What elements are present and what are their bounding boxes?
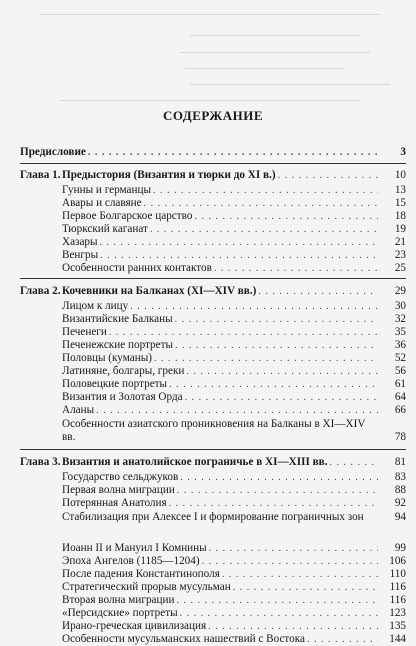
toc-entry-page: 15 bbox=[394, 197, 406, 209]
divider bbox=[20, 278, 406, 279]
toc-entry-page: 92 bbox=[394, 497, 406, 509]
toc-entry bbox=[62, 223, 406, 236]
toc-entry bbox=[62, 197, 406, 210]
toc-entry-label: Особенности азиатского проникновения на Балканы в XI—XIV вв. bbox=[62, 418, 366, 443]
chapter-title: Византия и анатолийское пограничье в XI—XIII вв. bbox=[62, 456, 328, 468]
toc-entry-page: 144 bbox=[389, 633, 406, 645]
toc-entry bbox=[62, 594, 406, 607]
toc-entry-label: Первая волна миграции bbox=[62, 484, 175, 496]
toc-entry-page: 13 bbox=[394, 184, 406, 196]
leader-dots bbox=[180, 471, 378, 484]
leader-dots bbox=[194, 210, 378, 223]
leader-dots bbox=[208, 620, 378, 633]
toc-entry-page: 66 bbox=[394, 404, 406, 416]
toc-entry bbox=[62, 326, 406, 339]
toc-entry-label: После падения Константинополя bbox=[62, 568, 220, 580]
toc-entry bbox=[62, 236, 406, 249]
toc-entry-page: 78 bbox=[394, 431, 406, 443]
chapter-title: Предыстория (Византия и тюрки до XI в.) bbox=[62, 169, 276, 181]
toc-entry bbox=[62, 542, 406, 555]
toc-entry-label: Стратегический прорыв мусульман bbox=[62, 581, 231, 593]
leader-dots bbox=[186, 365, 378, 378]
leader-dots bbox=[177, 484, 378, 497]
leader-dots bbox=[154, 352, 378, 365]
toc-entry-page: 123 bbox=[389, 607, 406, 619]
toc-entry bbox=[62, 497, 406, 510]
toc-entry-page: 116 bbox=[389, 594, 406, 606]
toc-entry-page: 52 bbox=[394, 352, 406, 364]
toc-entry-page: 56 bbox=[394, 365, 406, 377]
toc-entry-label: Печенежские портреты bbox=[62, 339, 174, 351]
leader-dots bbox=[222, 568, 378, 581]
toc-entry-label: Особенности мусульманских нашествий с Востока bbox=[62, 633, 305, 645]
toc-entry-label: Первое Болгарское царство bbox=[62, 210, 193, 222]
toc-entry bbox=[62, 313, 406, 326]
toc-entry-preface bbox=[20, 146, 406, 159]
toc-entry bbox=[62, 633, 406, 646]
show-through-text bbox=[0, 0, 416, 105]
toc-entry bbox=[62, 249, 406, 262]
toc-entry-label: Государство сельджуков bbox=[62, 471, 179, 483]
toc-entry-page: 21 bbox=[394, 236, 406, 248]
toc-entry-page: 99 bbox=[394, 542, 406, 554]
toc-entry-label: Предисловие bbox=[20, 146, 86, 158]
leader-dots bbox=[144, 197, 378, 210]
toc-entry-page: 135 bbox=[389, 620, 406, 632]
toc-entry-page: 61 bbox=[394, 378, 406, 390]
leader-dots bbox=[88, 146, 378, 159]
leader-dots bbox=[330, 456, 379, 469]
toc-entry-page: 106 bbox=[389, 555, 406, 567]
toc-entry-label: Стабилизация при Алексее I и формирование пограничных зон bbox=[62, 511, 364, 523]
toc-entry-label: Лицом к лицу bbox=[62, 300, 129, 312]
toc-entry-page: 25 bbox=[394, 262, 406, 274]
chapter-page: 29 bbox=[394, 285, 406, 297]
toc-entry-label: Венгры bbox=[62, 249, 99, 261]
toc-entry-page: 19 bbox=[394, 223, 406, 235]
toc-chapter-2 bbox=[20, 285, 406, 298]
toc-chapter-3 bbox=[20, 456, 406, 469]
toc-entry-page: 36 bbox=[394, 339, 406, 351]
toc-entry bbox=[62, 511, 406, 524]
toc-entry bbox=[62, 581, 406, 594]
toc-entry-label: Половцы (куманы) bbox=[62, 352, 152, 364]
divider bbox=[20, 449, 406, 450]
chapter-prefix: Глава 2. bbox=[20, 285, 61, 297]
toc-entry bbox=[62, 484, 406, 497]
leader-dots bbox=[233, 581, 378, 594]
toc-entry-label: Гунны и германцы bbox=[62, 184, 151, 196]
toc-entry-label: Вторая волна миграции bbox=[62, 594, 175, 606]
leader-dots bbox=[307, 633, 378, 646]
leader-dots bbox=[202, 555, 378, 568]
leader-dots bbox=[109, 326, 378, 339]
divider bbox=[20, 163, 406, 164]
toc-entry bbox=[62, 210, 406, 223]
toc-entry bbox=[62, 471, 406, 484]
toc-entry-page: 88 bbox=[394, 484, 406, 496]
leader-dots bbox=[258, 285, 378, 298]
toc-entry-label: Тюркский каганат bbox=[62, 223, 148, 235]
leader-dots bbox=[176, 594, 378, 607]
toc-entry-label: Потерянная Анатолия bbox=[62, 497, 167, 509]
toc-chapter-1 bbox=[20, 169, 406, 182]
toc-entry-page: 30 bbox=[394, 300, 406, 312]
toc-entry-label: Хазары bbox=[62, 236, 98, 248]
toc-entry-label: Византийские Балканы bbox=[62, 313, 173, 325]
toc-entry bbox=[62, 568, 406, 581]
leader-dots bbox=[209, 542, 378, 555]
toc-entry bbox=[62, 555, 406, 568]
toc-entry-label: Авары и славяне bbox=[62, 197, 142, 209]
toc-entry-label: Латиняне, болгары, греки bbox=[62, 365, 185, 377]
toc-entry bbox=[62, 365, 406, 378]
toc-entry-page: 18 bbox=[394, 210, 406, 222]
leader-dots bbox=[130, 300, 378, 313]
chapter-title: Кочевники на Балканах (XI—XIV вв.) bbox=[62, 285, 257, 297]
toc-entry-label: Эпоха Ангелов (1185—1204) bbox=[62, 555, 200, 567]
toc-entry bbox=[62, 391, 406, 404]
toc-entry bbox=[62, 184, 406, 197]
leader-dots bbox=[100, 249, 378, 262]
toc-entry-label: Византия и Золотая Орда bbox=[62, 391, 183, 403]
toc-entry bbox=[62, 339, 406, 352]
leader-dots bbox=[185, 391, 378, 404]
toc-entry bbox=[62, 620, 406, 633]
leader-dots bbox=[169, 378, 378, 391]
chapter-prefix: Глава 1. bbox=[20, 169, 61, 181]
leader-dots bbox=[175, 339, 378, 352]
leader-dots bbox=[169, 497, 378, 510]
leader-dots bbox=[214, 262, 378, 275]
toc-entry-label: Половецкие портреты bbox=[62, 378, 168, 390]
toc-entry-page: 35 bbox=[394, 326, 406, 338]
toc-entry-page: 110 bbox=[389, 568, 406, 580]
leader-dots bbox=[100, 236, 378, 249]
toc-entry-label: Иоанн II и Мануил I Комнины bbox=[62, 542, 207, 554]
toc-entry-page: 64 bbox=[394, 391, 406, 403]
leader-dots bbox=[278, 169, 378, 182]
leader-dots bbox=[96, 404, 378, 417]
toc-entry-label: Аланы bbox=[62, 404, 95, 416]
toc-entry-page: 83 bbox=[394, 471, 406, 483]
toc-entry bbox=[62, 300, 406, 313]
toc-entry-page: 3 bbox=[400, 146, 406, 158]
toc-entry-label: «Персидские» портреты bbox=[62, 607, 178, 619]
page-title: СОДЕРЖАНИЕ bbox=[162, 108, 264, 123]
toc-entry bbox=[62, 607, 406, 620]
toc-entry-page: 116 bbox=[389, 581, 406, 593]
toc-entry bbox=[62, 378, 406, 391]
toc-entry-label: Печенеги bbox=[62, 326, 107, 338]
toc-entry-label: Особенности ранних контактов bbox=[62, 262, 212, 274]
toc-entry bbox=[62, 418, 406, 444]
toc-entry bbox=[62, 352, 406, 365]
toc-entry-page: 23 bbox=[394, 249, 406, 261]
leader-dots bbox=[153, 184, 378, 197]
chapter-page: 10 bbox=[394, 169, 406, 181]
chapter-prefix: Глава 3. bbox=[20, 456, 61, 468]
leader-dots bbox=[175, 313, 378, 326]
toc-entry bbox=[62, 262, 406, 275]
toc-entry-page: 32 bbox=[394, 313, 406, 325]
chapter-page: 81 bbox=[394, 456, 406, 468]
leader-dots bbox=[180, 607, 378, 620]
toc-entry bbox=[62, 404, 406, 417]
toc-entry-page: 94 bbox=[394, 511, 406, 523]
toc-entry-label: Ирано-греческая цивилизация bbox=[62, 620, 207, 632]
leader-dots bbox=[150, 223, 378, 236]
